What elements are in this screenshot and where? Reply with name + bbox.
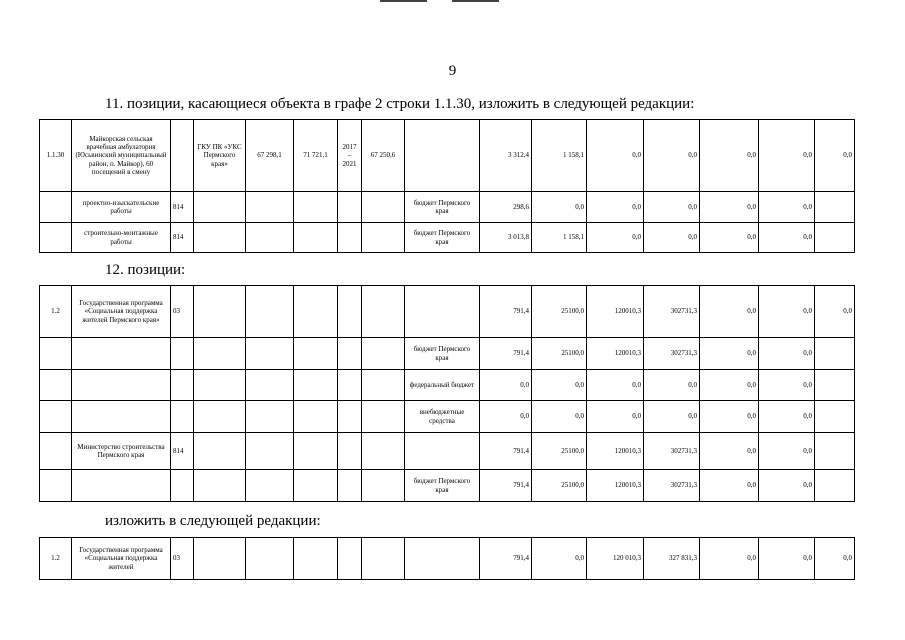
table-cell [815, 223, 855, 253]
page-number: 9 [448, 63, 457, 79]
table-cell: проектно-изыскательские работы [72, 192, 171, 223]
table-cell: 71 721,1 [294, 120, 338, 192]
table-cell: 120010,3 [587, 433, 644, 470]
table-cell: бюджет Пермского края [405, 223, 480, 253]
table-cell: строительно-монтажные работы [72, 223, 171, 253]
table-cell [171, 370, 194, 401]
table-cell [338, 433, 362, 470]
table-cell: 0,0 [587, 370, 644, 401]
table-cell: 0,0 [644, 223, 700, 253]
table-cell: 791,4 [480, 538, 532, 580]
table-cell [194, 286, 246, 338]
table-cell [194, 538, 246, 580]
table-cell [405, 538, 480, 580]
table-cell: 67 250,6 [362, 120, 405, 192]
table-cell: 0,0 [587, 223, 644, 253]
table-cell: 0,0 [532, 370, 587, 401]
top-rule-left [380, 0, 427, 2]
table-cell: 0,0 [480, 401, 532, 433]
table-object-1-1-30 [39, 119, 855, 253]
table-cell: 302731,3 [644, 286, 700, 338]
table-cell [294, 470, 338, 502]
table-cell [246, 192, 294, 223]
table-cell: 2017 – 2021 [338, 120, 362, 192]
table-cell: 0,0 [815, 286, 855, 338]
table-cell: Министерство строительства Пермского края [72, 433, 171, 470]
table-cell [246, 370, 294, 401]
table-cell: 1.2 [40, 286, 72, 338]
table-cell [294, 338, 338, 370]
table-cell [40, 338, 72, 370]
table-cell [362, 338, 405, 370]
table-cell: 0,0 [587, 192, 644, 223]
table-cell [40, 370, 72, 401]
table-cell: 302731,3 [644, 470, 700, 502]
table-cell: 0,0 [759, 338, 815, 370]
table-cell: 0,0 [700, 433, 759, 470]
table-cell [815, 370, 855, 401]
top-rule-right [452, 0, 499, 2]
table-cell [294, 286, 338, 338]
table-cell: 0,0 [759, 223, 815, 253]
table-cell: 0,0 [759, 286, 815, 338]
table-cell: 791,4 [480, 470, 532, 502]
table-cell: 0,0 [532, 401, 587, 433]
table-cell: 03 [171, 538, 194, 580]
table-cell [72, 338, 171, 370]
table-cell: 120010,3 [587, 286, 644, 338]
table-cell [40, 401, 72, 433]
table-positions-1-2 [39, 285, 855, 502]
table-cell: Государственная программа «Социальная поддержка жителей Пермского края» [72, 286, 171, 338]
table-cell [815, 433, 855, 470]
table-cell: 1.2 [40, 538, 72, 580]
table-cell: 0,0 [759, 538, 815, 580]
table-cell: 0,0 [700, 470, 759, 502]
table-cell: 0,0 [759, 120, 815, 192]
table-cell [194, 470, 246, 502]
table-cell [72, 401, 171, 433]
table-cell [194, 401, 246, 433]
table-cell [815, 192, 855, 223]
heading-12: 12. позиции: [105, 262, 186, 278]
table-row [40, 433, 855, 470]
table-cell [246, 401, 294, 433]
table-cell: 0,0 [700, 223, 759, 253]
heading-edit: изложить в следующей редакции: [105, 513, 321, 529]
heading-11: 11. позиции, касающиеся объекта в графе 2 строки 1.1.30, изложить в следующей редакции: [105, 96, 695, 112]
table-cell: 0,0 [644, 401, 700, 433]
table-cell [405, 286, 480, 338]
table-cell [294, 401, 338, 433]
table-cell: 25100,0 [532, 286, 587, 338]
table-cell: 0,0 [759, 401, 815, 433]
table-cell: 814 [171, 223, 194, 253]
table-cell [294, 223, 338, 253]
table-cell: 1 158,1 [532, 120, 587, 192]
table-cell: 791,4 [480, 338, 532, 370]
table-cell [362, 286, 405, 338]
table-cell: 0,0 [759, 433, 815, 470]
table-cell: 814 [171, 433, 194, 470]
table-cell [362, 538, 405, 580]
table-cell [72, 370, 171, 401]
table-cell [338, 192, 362, 223]
table-cell [338, 538, 362, 580]
table-cell: Майкорская сельская врачебная амбулатория (Юсьвинский муниципальный район, п. Майкор), 60 посещений в смену [72, 120, 171, 192]
table-cell: 120 010,3 [587, 538, 644, 580]
table-cell: 791,4 [480, 286, 532, 338]
table-cell: 0,0 [759, 470, 815, 502]
table-cell [362, 433, 405, 470]
table-cell: 0,0 [700, 370, 759, 401]
table-cell: 25100,0 [532, 470, 587, 502]
table-cell [362, 223, 405, 253]
table-cell: 0,0 [532, 192, 587, 223]
table-cell [40, 433, 72, 470]
table-cell [194, 223, 246, 253]
table-cell: бюджет Пермского края [405, 470, 480, 502]
table-cell [246, 433, 294, 470]
table-row [40, 192, 855, 223]
table-cell [815, 401, 855, 433]
table-row [40, 286, 855, 338]
table-cell: ГКУ ПК «УКС Пермского края» [194, 120, 246, 192]
table-cell [246, 223, 294, 253]
table-cell [338, 470, 362, 502]
table-cell [246, 286, 294, 338]
table-cell: 0,0 [700, 401, 759, 433]
table-cell [362, 370, 405, 401]
table-row [40, 120, 855, 192]
table-row [40, 223, 855, 253]
table-row [40, 470, 855, 502]
table-cell: 298,6 [480, 192, 532, 223]
table-cell: 0,0 [700, 192, 759, 223]
table-cell: 67 298,1 [246, 120, 294, 192]
table-cell [194, 192, 246, 223]
table-cell: 0,0 [700, 338, 759, 370]
table-cell [338, 401, 362, 433]
table-cell: 0,0 [480, 370, 532, 401]
table-cell: 302731,3 [644, 338, 700, 370]
table-cell [338, 223, 362, 253]
table-cell: 302731,3 [644, 433, 700, 470]
table-cell [294, 192, 338, 223]
table-cell: 0,0 [700, 538, 759, 580]
table-cell [194, 338, 246, 370]
table-cell: 0,0 [644, 120, 700, 192]
table-cell [40, 223, 72, 253]
table-cell [194, 433, 246, 470]
table-cell: 25100,0 [532, 433, 587, 470]
table-cell [294, 370, 338, 401]
table-cell [294, 538, 338, 580]
table-cell [171, 338, 194, 370]
table-cell: 0,0 [587, 120, 644, 192]
table-cell: 3 312,4 [480, 120, 532, 192]
table-cell: 120010,3 [587, 338, 644, 370]
table-cell: 791,4 [480, 433, 532, 470]
table-cell: 25100,0 [532, 338, 587, 370]
table-cell [40, 470, 72, 502]
table-new-edition-1-2 [39, 537, 855, 580]
table-cell: 3 013,8 [480, 223, 532, 253]
table-cell [815, 338, 855, 370]
table-cell: 03 [171, 286, 194, 338]
table-cell: 0,0 [759, 192, 815, 223]
table-cell: 1 158,1 [532, 223, 587, 253]
table-cell [194, 370, 246, 401]
table-cell [246, 538, 294, 580]
table-cell [338, 370, 362, 401]
table-cell [171, 120, 194, 192]
table-cell [294, 433, 338, 470]
table-cell: 0,0 [815, 538, 855, 580]
table-cell [171, 470, 194, 502]
table-row [40, 538, 855, 580]
table-cell [362, 401, 405, 433]
table-cell: 814 [171, 192, 194, 223]
table-cell: 0,0 [644, 370, 700, 401]
table-cell: 0,0 [815, 120, 855, 192]
table-cell: 327 831,3 [644, 538, 700, 580]
table-cell [40, 192, 72, 223]
table-cell [405, 433, 480, 470]
table-cell [405, 120, 480, 192]
table-cell [72, 470, 171, 502]
table-cell: 0,0 [759, 370, 815, 401]
table-cell: 0,0 [587, 401, 644, 433]
table-cell [246, 470, 294, 502]
table-cell: федеральный бюджет [405, 370, 480, 401]
table-cell: 120010,3 [587, 470, 644, 502]
table-cell [815, 470, 855, 502]
table-cell: 1.1.30 [40, 120, 72, 192]
table-row [40, 338, 855, 370]
table-cell: внебюджетные средства [405, 401, 480, 433]
table-cell: Государственная программа «Социальная поддержка жителей [72, 538, 171, 580]
table-row [40, 370, 855, 401]
table-row [40, 401, 855, 433]
table-cell: 0,0 [700, 286, 759, 338]
table-cell [338, 286, 362, 338]
table-cell [171, 401, 194, 433]
table-cell [338, 338, 362, 370]
table-cell: 0,0 [644, 192, 700, 223]
table-cell: бюджет Пермского края [405, 192, 480, 223]
table-cell [246, 338, 294, 370]
table-cell: 0,0 [700, 120, 759, 192]
table-cell [362, 192, 405, 223]
table-cell: 0,0 [532, 538, 587, 580]
table-cell [362, 470, 405, 502]
table-cell: бюджет Пермского края [405, 338, 480, 370]
